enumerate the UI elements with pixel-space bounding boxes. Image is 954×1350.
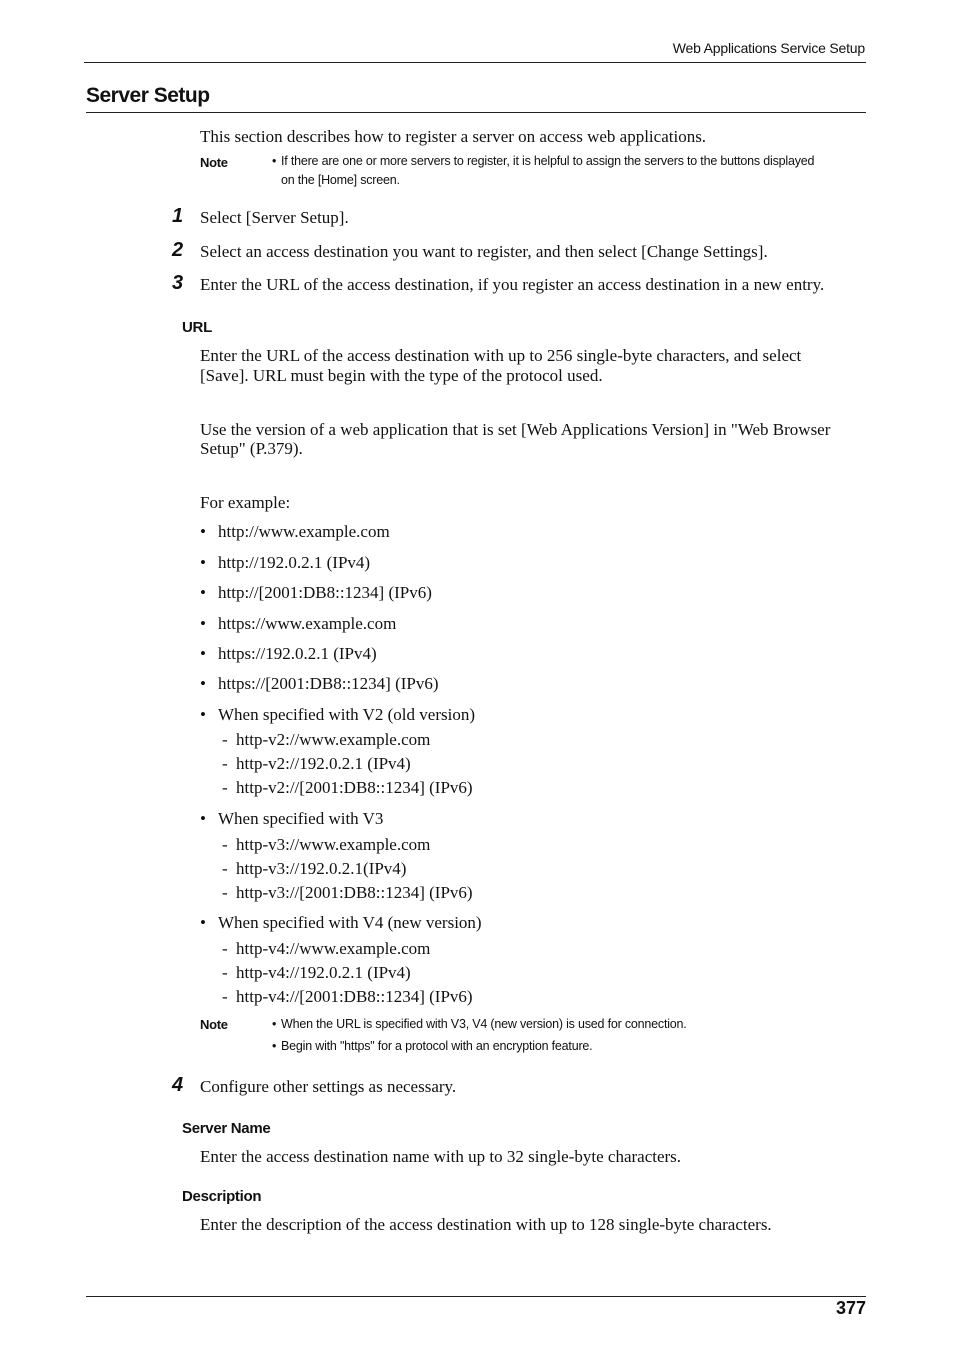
sub-list-item: - http-v3://192.0.2.1(IPv4) — [222, 859, 407, 878]
note-bullet-icon: • — [272, 1017, 277, 1031]
step-text: Configure other settings as necessary. — [200, 1077, 457, 1096]
step-number: 3 — [172, 272, 184, 294]
list-item: • https://www.example.com — [200, 614, 397, 633]
step-text: Select [Server Setup]. — [200, 208, 349, 227]
list-item-v2: • When specified with V2 (old version) — [200, 705, 475, 724]
list-item: • http://[2001:DB8::1234] (IPv6) — [200, 583, 432, 602]
section-title: Server Setup — [86, 84, 210, 107]
url-para2-line1: Use the version of a web application that is set [Web Applications Version] in "Web Browser — [200, 420, 831, 439]
server-name-heading: Server Name — [182, 1120, 271, 1137]
list-item: • https://[2001:DB8::1234] (IPv6) — [200, 674, 439, 693]
title-rule — [86, 112, 866, 113]
note-text-line1: If there are one or more servers to register, it is helpful to assign the servers to the buttons displayed — [281, 154, 815, 168]
note-text-line2: on the [Home] screen. — [281, 173, 400, 187]
step-number: 4 — [172, 1074, 184, 1096]
list-item-v4: • When specified with V4 (new version) — [200, 913, 482, 932]
step-text: Select an access destination you want to register, and then select [Change Settings]. — [200, 242, 768, 261]
sub-list-item: - http-v4://[2001:DB8::1234] (IPv6) — [222, 987, 473, 1006]
list-item: • http://www.example.com — [200, 522, 390, 541]
server-name-text: Enter the access destination name with up to 32 single-byte characters. — [200, 1147, 682, 1166]
description-text: Enter the description of the access destination with up to 128 single-byte characters. — [200, 1215, 772, 1234]
note-bullet-icon: • — [272, 1039, 277, 1053]
url-heading: URL — [182, 319, 212, 336]
note-item: Begin with "https" for a protocol with an encryption feature. — [281, 1039, 593, 1053]
footer-rule — [86, 1296, 866, 1297]
description-heading: Description — [182, 1188, 262, 1205]
url-para1-line1: Enter the URL of the access destination with up to 256 single-byte characters, and select — [200, 346, 802, 365]
list-item: • https://192.0.2.1 (IPv4) — [200, 644, 377, 663]
sub-list-item: - http-v2://www.example.com — [222, 730, 431, 749]
url-para2-line2: Setup" (P.379). — [200, 439, 303, 458]
sub-list-item: - http-v2://[2001:DB8::1234] (IPv6) — [222, 778, 473, 797]
url-para1-line2: [Save]. URL must begin with the type of the protocol used. — [200, 366, 603, 385]
header-rule — [84, 62, 866, 63]
page-number: 377 — [835, 1298, 866, 1318]
example-label: For example: — [200, 493, 291, 512]
step-text: Enter the URL of the access destination, if you register an access destination in a new entry. — [200, 275, 825, 294]
note-item: When the URL is specified with V3, V4 (new version) is used for connection. — [281, 1017, 687, 1031]
sub-list-item: - http-v2://192.0.2.1 (IPv4) — [222, 754, 411, 773]
sub-list-item: - http-v4://www.example.com — [222, 939, 431, 958]
step-number: 1 — [172, 205, 184, 227]
sub-list-item: - http-v3://[2001:DB8::1234] (IPv6) — [222, 883, 473, 902]
intro-text: This section describes how to register a server on access web applications. — [200, 127, 707, 146]
sub-list-item: - http-v3://www.example.com — [222, 835, 431, 854]
note-label: Note — [200, 1017, 228, 1032]
step-number: 2 — [172, 239, 184, 261]
sub-list-item: - http-v4://192.0.2.1 (IPv4) — [222, 963, 411, 982]
note-bullet-icon: • — [272, 154, 277, 168]
list-item-v3: • When specified with V3 — [200, 809, 384, 828]
running-header: Web Applications Service Setup — [672, 40, 865, 56]
list-item: • http://192.0.2.1 (IPv4) — [200, 553, 371, 572]
note-label: Note — [200, 155, 228, 170]
